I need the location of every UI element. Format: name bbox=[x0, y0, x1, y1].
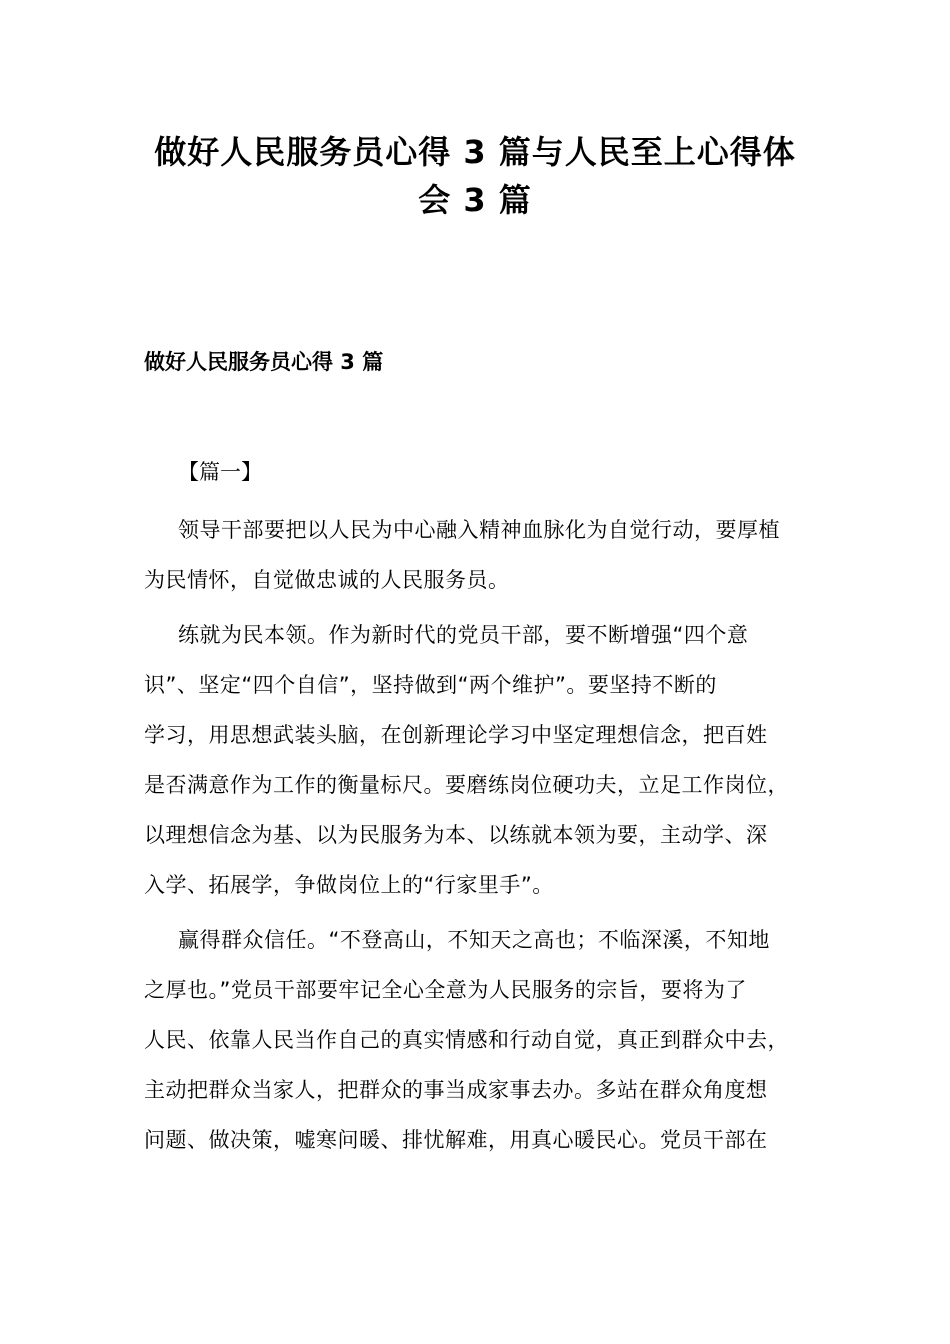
paragraph-line: 赢得群众信任。“不登高山，不知天之高也；不临深溪，不知地 bbox=[178, 928, 770, 952]
paragraph-line: 人民、依靠人民当作自己的真实情感和行动自觉，真正到群众中去， bbox=[144, 1028, 789, 1052]
paragraph-line: 练就为民本领。作为新时代的党员干部，要不断增强“四个意 bbox=[178, 623, 749, 647]
paragraph-line: 为民情怀，自觉做忠诚的人民服务员。 bbox=[144, 568, 510, 592]
section-heading: 做好人民服务员心得 3 篇 bbox=[144, 350, 384, 374]
paragraph-3 bbox=[144, 915, 809, 1165]
paragraph-line: 之厚也。”党员干部要牢记全心全意为人民服务的宗旨，要将为了 bbox=[144, 978, 747, 1002]
paragraph-line: 以理想信念为基、以为民服务为本、以练就本领为要，主动学、深 bbox=[144, 823, 768, 847]
document-title bbox=[130, 128, 820, 224]
paragraph-2 bbox=[144, 610, 809, 910]
paragraph-1 bbox=[144, 505, 809, 605]
title-line-1: 做好人民服务员心得 3 篇与人民至上心得体 bbox=[154, 133, 796, 171]
paragraph-line: 学习，用思想武装头脑，在创新理论学习中坚定理想信念，把百姓 bbox=[144, 723, 768, 747]
part-label: 【篇一】 bbox=[178, 460, 262, 484]
paragraph-line: 入学、拓展学，争做岗位上的“行家里手”。 bbox=[144, 873, 554, 897]
paragraph-line: 领导干部要把以人民为中心融入精神血脉化为自觉行动，要厚植 bbox=[178, 518, 780, 542]
paragraph-line: 识”、坚定“四个自信”，坚持做到“两个维护”。要坚持不断的 bbox=[144, 673, 717, 697]
paragraph-line: 问题、做决策，嘘寒问暖、排忧解难，用真心暖民心。党员干部在 bbox=[144, 1128, 768, 1152]
paragraph-line: 是否满意作为工作的衡量标尺。要磨练岗位硬功夫，立足工作岗位， bbox=[144, 773, 789, 797]
title-line-2: 会 3 篇 bbox=[418, 181, 532, 219]
paragraph-line: 主动把群众当家人，把群众的事当成家事去办。多站在群众角度想 bbox=[144, 1078, 768, 1102]
